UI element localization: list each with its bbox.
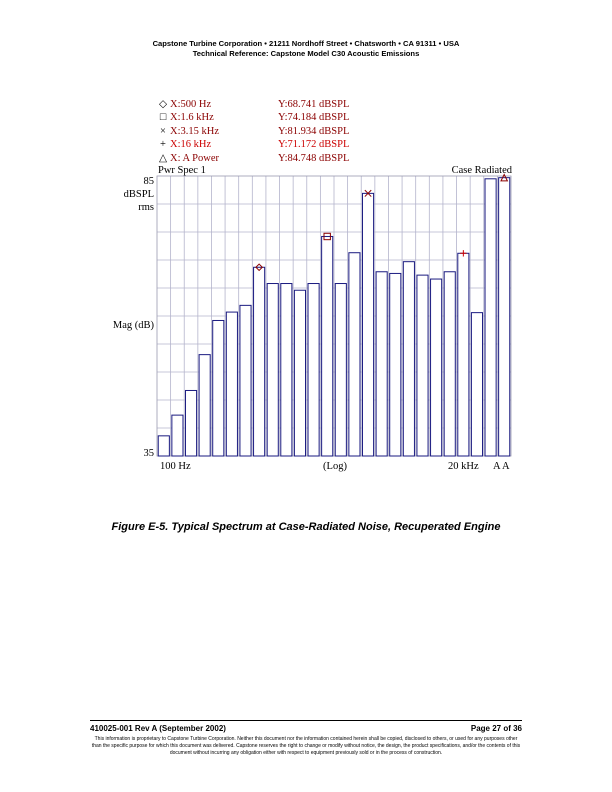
spectrum-bar (213, 320, 224, 456)
legend-y-value: Y:68.741 dBSPL (278, 99, 350, 110)
legend-y-value: Y:74.184 dBSPL (278, 112, 350, 124)
legend-y-value: Y:84.748 dBSPL (278, 152, 350, 164)
spectrum-bar (308, 284, 319, 456)
legend-x-value: X:3.15 kHz (170, 125, 219, 137)
footer-page-number: Page 27 of 36 (470, 724, 522, 733)
spectrum-bar (254, 267, 265, 456)
spectrum-bar (267, 284, 278, 456)
spectrum-bar (240, 305, 251, 456)
spectrum-bar (199, 355, 210, 456)
spectrum-bar (158, 436, 169, 456)
y-axis-label: Mag (dB) (112, 320, 154, 331)
footer-doc-id: 410025-001 Rev A (September 2002) (90, 724, 226, 733)
x-tick-a: A A (493, 461, 510, 472)
spectrum-bar (444, 272, 455, 456)
footer-rule (90, 720, 522, 721)
spectrum-bar (390, 273, 401, 456)
legend-x-value: X:16 kHz (170, 139, 212, 151)
spectrum-bar (172, 415, 183, 456)
diamond-icon: ◇ (158, 99, 168, 110)
y-unit-top: dBSPL (123, 189, 154, 200)
spectrum-bar (471, 313, 482, 456)
spectrum-bar (335, 284, 346, 456)
spectrum-bar (281, 284, 292, 456)
spectrum-bar (185, 390, 196, 456)
y-tick-top: 85 (143, 176, 154, 187)
x-tick-left: 100 Hz (160, 461, 191, 472)
triangle-icon: △ (158, 152, 168, 164)
cross-icon: × (160, 125, 166, 137)
figure-caption: Figure E-5. Typical Spectrum at Case-Radiated Noise, Recuperated Engine (111, 521, 501, 533)
legend-x-value: X:500 Hz (170, 99, 212, 110)
legend-y-value: Y:71.172 dBSPL (278, 139, 350, 151)
spectrum-bar (458, 253, 469, 456)
spectrum-bar (362, 193, 373, 456)
x-axis-label: (Log) (323, 461, 347, 472)
spectrum-bar (294, 290, 305, 456)
y-unit-bottom: rms (138, 202, 154, 213)
x-tick-right: 20 kHz (448, 461, 479, 472)
y-tick-bottom: 35 (143, 448, 154, 459)
legend-y-value: Y:81.934 dBSPL (278, 125, 350, 137)
chart-trace-name: Case Radiated (451, 165, 512, 176)
spectrum-bar (376, 272, 387, 456)
legend-x-value: X: A Power (170, 152, 220, 164)
legend-x-value: X:1.6 kHz (170, 112, 214, 124)
spectrum-bar (226, 312, 237, 456)
spectrum-bar (349, 253, 360, 456)
spectrum-bar (499, 178, 510, 456)
spectrum-bar (322, 236, 333, 456)
chart-series-name: Pwr Spec 1 (158, 165, 206, 176)
spectrum-bar (431, 279, 442, 456)
plus-icon: + (160, 139, 166, 151)
square-icon: □ (159, 112, 167, 124)
spectrum-bar (485, 179, 496, 456)
header-line-2: Technical Reference: Capstone Model C30 Acoustic Emissions (192, 49, 420, 58)
spectrum-bar (403, 262, 414, 456)
footer-disclaimer: This information is proprietary to Capstone Turbine Corporation. Neither this document nor the information contained herein shall be copied, disclosed to others, or used for any purposes other than the specific purpose for which this document was delivered. Capstone reserves the right to change or modify without notice, the design, the product specifications, and/or the contents of this document without incurring any obligation either with respect to equipment previously sold or in the process of construction. (91, 736, 521, 756)
spectrum-bar (417, 275, 428, 456)
header-line-1: Capstone Turbine Corporation • 21211 Nordhoff Street • Chatsworth • CA 91311 • USA (152, 39, 460, 48)
